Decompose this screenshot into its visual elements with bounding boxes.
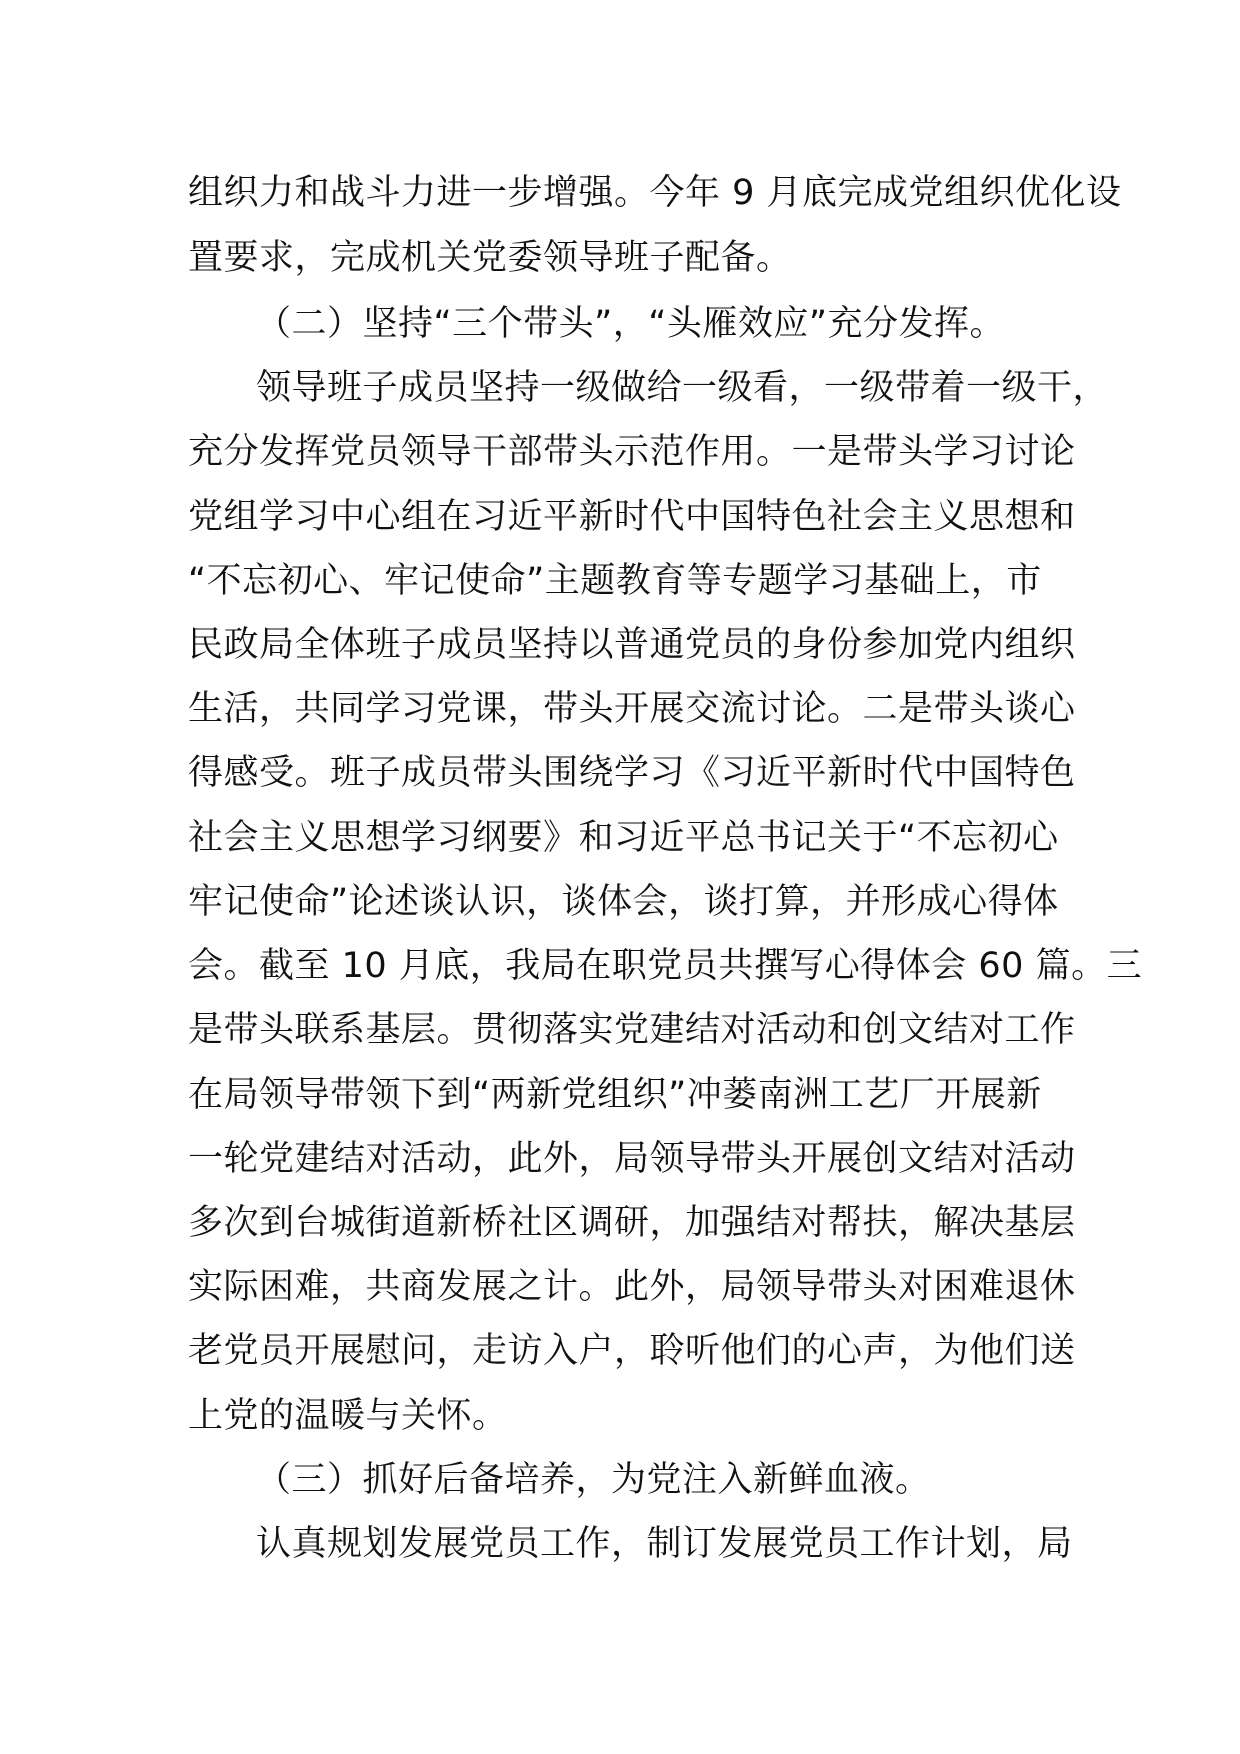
text-line-11: 社会主义思想学习纲要》和习近平总书记关于“不忘初心 xyxy=(188,818,1059,858)
text-line-14: 是带头联系基层。贯彻落实党建结对活动和创文结对工作 xyxy=(188,1010,1076,1050)
text-line-10: 得感受。班子成员带头围绕学习《习近平新时代中国特色 xyxy=(188,753,1076,793)
text-line-12: 牢记使命”论述谈认识，谈体会，谈打算，并形成心得体 xyxy=(188,882,1059,922)
section-heading-3: （三）抓好后备培养，为党注入新鲜血液。 xyxy=(256,1460,931,1500)
text-line-17: 多次到台城街道新桥社区调研，加强结对帮扶，解决基层 xyxy=(188,1203,1076,1243)
text-line-22: 认真规划发展党员工作，制订发展党员工作计划，局 xyxy=(256,1524,1073,1564)
text-line-9: 生活，共同学习党课，带头开展交流讨论。二是带头谈心 xyxy=(188,689,1076,729)
text-line-8: 民政局全体班子成员坚持以普通党员的身份参加党内组织 xyxy=(188,625,1076,665)
text-line-7: “不忘初心、牢记使命”主题教育等专题学习基础上，市 xyxy=(188,561,1042,601)
text-line-5: 充分发挥党员领导干部带头示范作用。一是带头学习讨论 xyxy=(188,432,1076,472)
text-line-13: 会。截至 10 月底，我局在职党员共撰写心得体会 60 篇。三 xyxy=(188,946,1143,986)
text-line-18: 实际困难，共商发展之计。此外，局领导带头对困难退休 xyxy=(188,1267,1076,1307)
text-line-6: 党组学习中心组在习近平新时代中国特色社会主义思想和 xyxy=(188,497,1076,537)
text-line-20: 上党的温暖与关怀。 xyxy=(188,1396,508,1436)
text-line-19: 老党员开展慰问，走访入户，聆听他们的心声，为他们送 xyxy=(188,1331,1076,1371)
text-line-2: 置要求，完成机关党委领导班子配备。 xyxy=(188,238,792,278)
text-line-1: 组织力和战斗力进一步增强。今年 9 月底完成党组织优化设 xyxy=(188,173,1122,213)
text-line-16: 一轮党建结对活动，此外，局领导带头开展创文结对活动 xyxy=(188,1139,1076,1179)
text-line-4: 领导班子成员坚持一级做给一级看，一级带着一级干， xyxy=(256,368,1109,408)
text-line-15: 在局领导带领下到“两新党组织”冲蒌南洲工艺厂开展新 xyxy=(188,1075,1042,1115)
section-heading-2: （二）坚持“三个带头”，“头雁效应”充分发挥。 xyxy=(256,304,1006,344)
